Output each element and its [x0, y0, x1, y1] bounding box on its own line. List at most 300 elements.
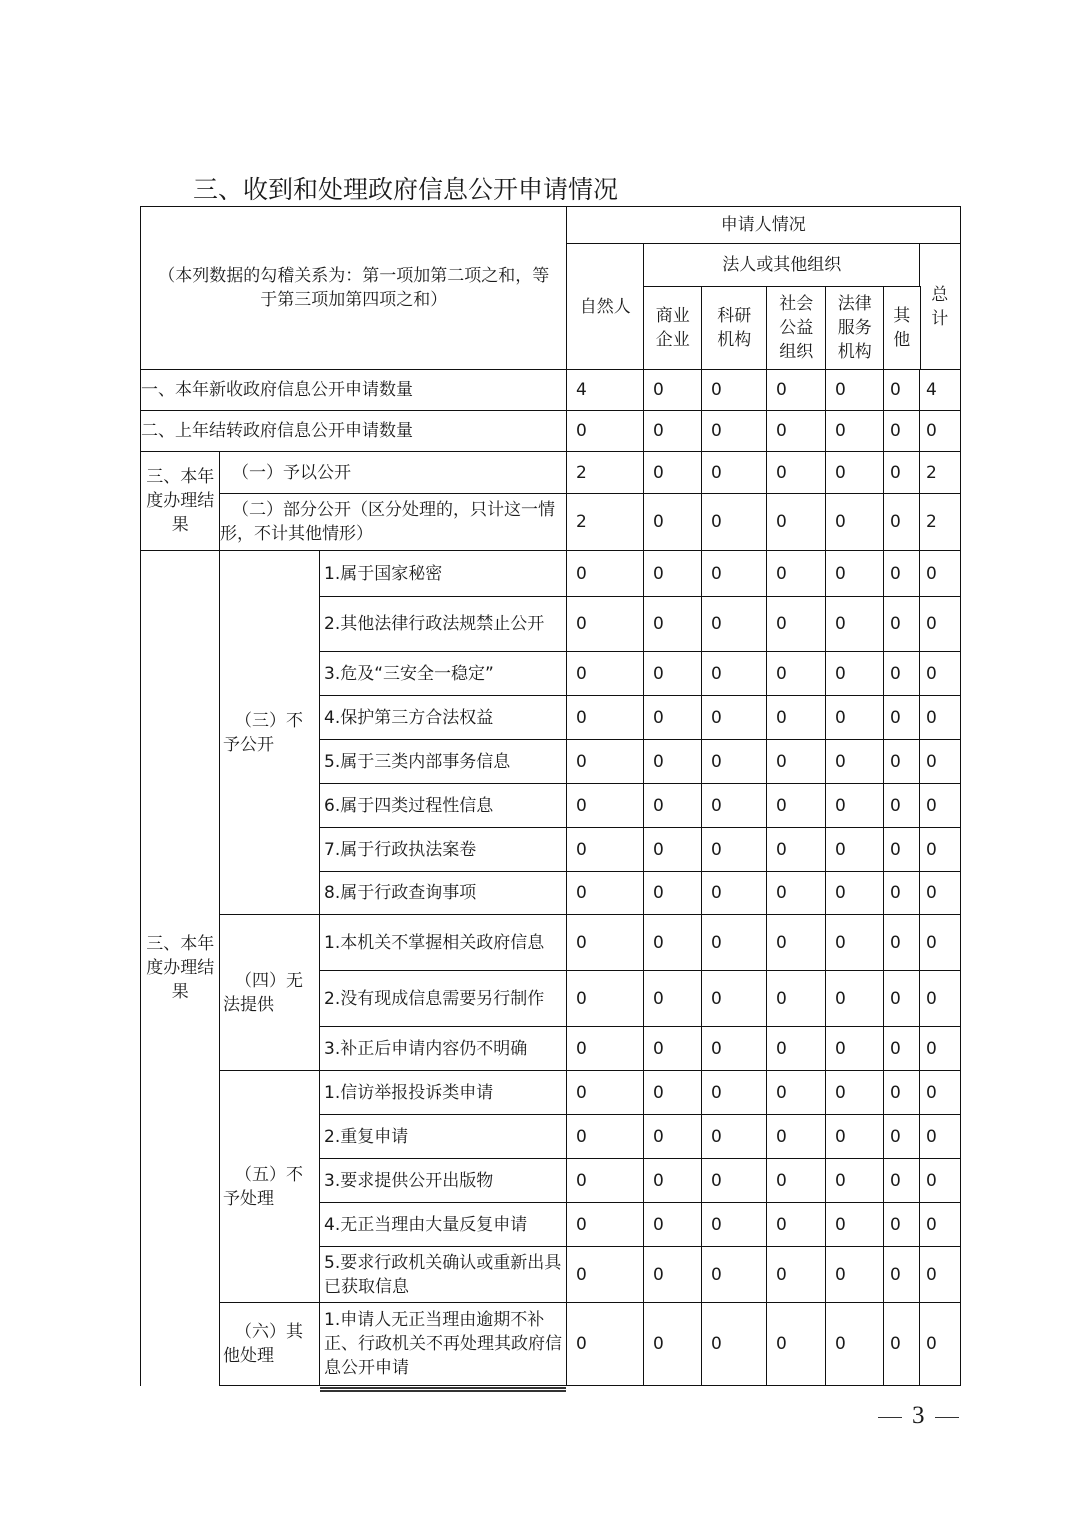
value-cell-text: 0: [835, 883, 846, 904]
value-cell: [566, 970, 645, 1028]
value-cell-text: 0: [576, 1170, 587, 1191]
value-cell: [701, 914, 768, 972]
value-cell: [566, 410, 645, 453]
value-cell-text: 0: [711, 1264, 722, 1285]
item-label: [319, 1114, 568, 1160]
value-cell: [566, 871, 645, 916]
value-cell-text: 0: [835, 707, 846, 728]
value-cell: [643, 451, 703, 495]
row-label-text: 二、上年结转政府信息公开申请数量: [141, 421, 413, 442]
value-cell: [883, 871, 921, 916]
value-cell-text: 0: [835, 512, 846, 533]
value-cell: [701, 871, 768, 916]
value-cell-text: 0: [776, 1038, 787, 1059]
value-cell: [825, 1246, 885, 1304]
value-cell-text: 0: [711, 1214, 722, 1235]
value-cell: [825, 1026, 885, 1072]
value-cell: [766, 1246, 827, 1304]
item-label: [319, 1070, 568, 1116]
header-sub-column-text: 商业企业: [655, 306, 690, 351]
header-legal-or-other: [643, 243, 921, 288]
value-cell: [883, 1302, 921, 1386]
value-cell-text: 0: [776, 1264, 787, 1285]
value-cell-text: 2: [926, 512, 937, 533]
value-cell-text: 0: [576, 614, 587, 635]
value-cell: [643, 596, 703, 653]
item-label: [319, 651, 568, 697]
value-cell: [919, 1246, 961, 1304]
value-cell: [566, 827, 645, 873]
value-cell-text: 0: [576, 988, 587, 1009]
header-sub-column: [766, 286, 827, 371]
value-cell: [919, 596, 961, 653]
value-cell: [919, 914, 961, 972]
value-cell-text: 0: [890, 1214, 901, 1235]
value-cell-text: 0: [890, 932, 901, 953]
value-cell-text: 0: [776, 839, 787, 860]
value-cell: [825, 651, 885, 697]
value-cell: [701, 451, 768, 495]
value-cell: [701, 1026, 768, 1072]
value-cell: [883, 1026, 921, 1072]
value-cell-text: 0: [926, 883, 937, 904]
value-cell-text: 0: [776, 421, 787, 442]
value-cell-text: 0: [926, 1082, 937, 1103]
value-cell: [643, 871, 703, 916]
value-cell: [701, 739, 768, 785]
value-cell: [825, 1158, 885, 1204]
value-cell-text: 0: [576, 883, 587, 904]
value-cell: [883, 914, 921, 972]
value-cell: [766, 550, 827, 598]
group-label-text: （五）不予处理: [223, 1164, 303, 1209]
header-total-text: 总计: [931, 284, 949, 329]
value-cell-text: 0: [835, 795, 846, 816]
value-cell-text: 0: [653, 1126, 664, 1147]
item-label: [319, 970, 568, 1028]
header-applicant: [566, 206, 961, 245]
item-label: [319, 914, 568, 972]
value-cell-text: 0: [926, 988, 937, 1009]
value-cell: [825, 827, 885, 873]
value-cell-text: 0: [711, 839, 722, 860]
value-cell-text: 0: [653, 614, 664, 635]
value-cell-text: 0: [653, 1214, 664, 1235]
value-cell: [701, 827, 768, 873]
value-cell-text: 0: [711, 1170, 722, 1191]
value-cell: [701, 970, 768, 1028]
group-label-text: （六）其他处理: [223, 1321, 303, 1366]
item-label-text: 2.重复申请: [324, 1126, 409, 1147]
header-applicant-text: 申请人情况: [720, 215, 806, 236]
item-label: [319, 695, 568, 741]
value-cell-text: 0: [835, 380, 846, 401]
value-cell: [566, 493, 645, 552]
value-cell: [825, 914, 885, 972]
item-label-text: 4.无正当理由大量反复申请: [324, 1214, 528, 1235]
value-cell-text: 0: [835, 1126, 846, 1147]
value-cell: [919, 1114, 961, 1160]
value-cell-text: 0: [653, 512, 664, 533]
value-cell: [883, 1114, 921, 1160]
value-cell-text: 0: [776, 795, 787, 816]
header-sub-column: [701, 286, 768, 371]
item-label: [319, 1026, 568, 1072]
value-cell-text: 0: [776, 380, 787, 401]
value-cell-text: 0: [926, 1214, 937, 1235]
value-cell-text: 0: [711, 1038, 722, 1059]
row-label: [140, 369, 568, 412]
value-cell-text: 0: [890, 707, 901, 728]
value-cell: [643, 914, 703, 972]
value-cell: [883, 739, 921, 785]
value-cell-text: 0: [835, 421, 846, 442]
value-cell-text: 0: [711, 380, 722, 401]
item-label-text: 3.危及“三安全一稳定”: [324, 663, 494, 684]
value-cell: [919, 739, 961, 785]
value-cell: [883, 970, 921, 1028]
value-cell-text: 0: [711, 1082, 722, 1103]
value-cell-text: 0: [835, 1264, 846, 1285]
item-label-text: 5.属于三类内部事务信息: [324, 751, 511, 772]
value-cell: [701, 596, 768, 653]
value-cell: [701, 1070, 768, 1116]
value-cell-text: 0: [711, 707, 722, 728]
value-cell: [701, 651, 768, 697]
value-cell: [766, 970, 827, 1028]
section-label: [140, 550, 221, 1386]
value-cell: [643, 1070, 703, 1116]
value-cell: [919, 1302, 961, 1386]
value-cell-text: 0: [890, 839, 901, 860]
value-cell: [825, 871, 885, 916]
value-cell: [919, 783, 961, 829]
value-cell: [701, 1202, 768, 1248]
value-cell-text: 0: [653, 1264, 664, 1285]
header-legal-or-other-text: 法人或其他组织: [722, 255, 842, 276]
value-cell: [766, 827, 827, 873]
value-cell-text: 0: [776, 1333, 787, 1354]
value-cell-text: 0: [890, 883, 901, 904]
value-cell-text: 0: [576, 421, 587, 442]
value-cell: [643, 970, 703, 1028]
value-cell-text: 0: [576, 795, 587, 816]
section-label-text: 三、本年度办理结果: [146, 467, 215, 536]
value-cell: [566, 739, 645, 785]
value-cell: [766, 493, 827, 552]
value-cell-text: 0: [835, 1038, 846, 1059]
value-cell-text: 0: [576, 663, 587, 684]
value-cell-text: 0: [926, 795, 937, 816]
value-cell-text: 0: [890, 1038, 901, 1059]
value-cell: [825, 451, 885, 495]
value-cell-text: 0: [711, 988, 722, 1009]
group-label: [219, 1302, 321, 1386]
value-cell-text: 0: [890, 988, 901, 1009]
value-cell: [883, 1202, 921, 1248]
value-cell: [643, 493, 703, 552]
item-label-text: 8.属于行政查询事项: [324, 883, 477, 904]
value-cell: [919, 1202, 961, 1248]
value-cell: [701, 1246, 768, 1304]
item-label: [319, 596, 568, 653]
page-number-value: 3: [912, 1402, 925, 1429]
item-label: [319, 739, 568, 785]
value-cell: [883, 1158, 921, 1204]
value-cell: [919, 493, 961, 552]
value-cell-text: 0: [890, 1126, 901, 1147]
value-cell-text: 0: [835, 1333, 846, 1354]
value-cell-text: 0: [653, 1038, 664, 1059]
value-cell: [766, 410, 827, 453]
value-cell-text: 0: [835, 932, 846, 953]
value-cell: [566, 1302, 645, 1386]
header-sub-column-text: 法律服务机构: [837, 294, 872, 363]
value-cell: [643, 651, 703, 697]
value-cell: [701, 493, 768, 552]
value-cell-text: 0: [926, 563, 937, 584]
value-cell: [701, 1114, 768, 1160]
value-cell-text: 0: [926, 707, 937, 728]
value-cell: [919, 369, 961, 412]
value-cell-text: 0: [835, 462, 846, 483]
item-label-text: 5.要求行政机关确认或重新出具已获取信息: [324, 1252, 562, 1297]
item-label: [319, 1302, 568, 1386]
value-cell-text: 0: [576, 707, 587, 728]
value-cell: [766, 739, 827, 785]
value-cell-text: 0: [576, 1038, 587, 1059]
value-cell-text: 0: [890, 462, 901, 483]
value-cell-text: 0: [835, 614, 846, 635]
value-cell: [643, 1158, 703, 1204]
value-cell-text: 0: [776, 1082, 787, 1103]
value-cell-text: 0: [890, 563, 901, 584]
item-label: [319, 871, 568, 916]
value-cell-text: 0: [711, 883, 722, 904]
row-label-text: （二）部分公开（区分处理的，只计这一情形，不计其他情形）: [220, 500, 555, 545]
row-label: [219, 493, 568, 552]
value-cell-text: 0: [890, 512, 901, 533]
item-label-text: 2.没有现成信息需要另行制作: [324, 988, 545, 1009]
value-cell-text: 0: [926, 1038, 937, 1059]
group-label: [219, 914, 321, 1072]
value-cell-text: 0: [835, 1170, 846, 1191]
value-cell-text: 0: [711, 563, 722, 584]
value-cell: [766, 871, 827, 916]
row-label: [219, 451, 568, 495]
value-cell: [766, 651, 827, 697]
value-cell-text: 0: [890, 614, 901, 635]
value-cell-text: 0: [776, 663, 787, 684]
value-cell: [766, 1070, 827, 1116]
value-cell-text: 0: [653, 1170, 664, 1191]
value-cell: [643, 369, 703, 412]
value-cell-text: 0: [776, 707, 787, 728]
value-cell: [643, 1026, 703, 1072]
value-cell: [919, 410, 961, 453]
value-cell: [919, 827, 961, 873]
value-cell-text: 2: [576, 462, 587, 483]
header-sub-column-text: 其他: [893, 306, 911, 351]
value-cell: [883, 550, 921, 598]
value-cell: [825, 550, 885, 598]
value-cell-text: 0: [576, 932, 587, 953]
item-label: [319, 550, 568, 598]
value-cell: [919, 1070, 961, 1116]
value-cell: [643, 695, 703, 741]
value-cell-text: 0: [890, 1333, 901, 1354]
value-cell-text: 0: [711, 512, 722, 533]
value-cell: [883, 1070, 921, 1116]
item-label-text: 1.信访举报投诉类申请: [324, 1082, 494, 1103]
value-cell: [643, 1302, 703, 1386]
value-cell-text: 2: [926, 462, 937, 483]
value-cell-text: 0: [711, 614, 722, 635]
value-cell: [825, 1302, 885, 1386]
value-cell-text: 0: [576, 751, 587, 772]
value-cell: [919, 1026, 961, 1072]
value-cell: [766, 1026, 827, 1072]
value-cell-text: 0: [890, 1264, 901, 1285]
value-cell: [919, 871, 961, 916]
value-cell-text: 0: [653, 663, 664, 684]
value-cell-text: 0: [776, 932, 787, 953]
value-cell-text: 0: [653, 563, 664, 584]
item-label: [319, 1158, 568, 1204]
value-cell: [566, 783, 645, 829]
value-cell: [883, 493, 921, 552]
value-cell-text: 0: [711, 932, 722, 953]
value-cell: [919, 550, 961, 598]
item-label: [319, 1246, 568, 1304]
value-cell-text: 0: [835, 751, 846, 772]
value-cell-text: 0: [653, 988, 664, 1009]
item-label-text: 1.申请人无正当理由逾期不补正、行政机关不再处理其政府信息公开申请: [324, 1309, 562, 1378]
value-cell: [825, 970, 885, 1028]
value-cell: [566, 1158, 645, 1204]
value-cell: [643, 783, 703, 829]
value-cell: [919, 651, 961, 697]
value-cell: [883, 369, 921, 412]
value-cell: [566, 1202, 645, 1248]
header-sub-column: [643, 286, 703, 371]
value-cell-text: 0: [776, 512, 787, 533]
value-cell-text: 0: [711, 663, 722, 684]
value-cell: [701, 410, 768, 453]
value-cell-text: 0: [890, 1082, 901, 1103]
value-cell: [566, 369, 645, 412]
header-sub-column: [825, 286, 885, 371]
item-label-text: 1.属于国家秘密: [324, 563, 443, 584]
value-cell: [825, 739, 885, 785]
value-cell-text: 0: [835, 563, 846, 584]
value-cell-text: 0: [776, 988, 787, 1009]
value-cell-text: 2: [576, 512, 587, 533]
value-cell: [766, 695, 827, 741]
value-cell-text: 4: [926, 380, 937, 401]
item-label-text: 2.其他法律行政法规禁止公开: [324, 614, 545, 635]
item-label: [319, 827, 568, 873]
value-cell-text: 0: [890, 1170, 901, 1191]
header-sub-column: [883, 286, 921, 371]
value-cell-text: 0: [776, 462, 787, 483]
value-cell: [919, 1158, 961, 1204]
value-cell-text: 0: [835, 663, 846, 684]
item-label-text: 4.保护第三方合法权益: [324, 707, 494, 728]
value-cell: [825, 369, 885, 412]
value-cell-text: 0: [576, 839, 587, 860]
value-cell-text: 0: [926, 1333, 937, 1354]
value-cell-text: 0: [926, 1264, 937, 1285]
value-cell-text: 0: [653, 462, 664, 483]
value-cell: [825, 783, 885, 829]
value-cell-text: 0: [776, 1126, 787, 1147]
value-cell: [883, 596, 921, 653]
section-title: 三、收到和处理政府信息公开申请情况: [193, 175, 619, 204]
value-cell-text: 0: [653, 883, 664, 904]
row-label-text: 一、本年新收政府信息公开申请数量: [141, 380, 413, 401]
row-label-text: （一）予以公开: [232, 462, 351, 483]
value-cell: [766, 369, 827, 412]
header-note-text: （本列数据的勾稽关系为：第一项加第二项之和，等于第三项加第四项之和）: [158, 266, 550, 311]
item-label-text: 1.本机关不掌握相关政府信息: [324, 932, 545, 953]
value-cell-text: 0: [926, 614, 937, 635]
value-cell: [825, 695, 885, 741]
value-cell-text: 0: [653, 421, 664, 442]
value-cell: [701, 369, 768, 412]
value-cell-text: 0: [890, 663, 901, 684]
value-cell: [701, 783, 768, 829]
value-cell-text: 0: [711, 751, 722, 772]
value-cell: [566, 550, 645, 598]
group-label-text: （四）无法提供: [223, 970, 303, 1015]
value-cell: [566, 1026, 645, 1072]
value-cell-text: 0: [926, 751, 937, 772]
value-cell: [643, 827, 703, 873]
value-cell: [883, 695, 921, 741]
value-cell: [566, 1246, 645, 1304]
value-cell: [883, 410, 921, 453]
value-cell-text: 0: [576, 1126, 587, 1147]
value-cell-text: 0: [926, 839, 937, 860]
value-cell: [766, 1114, 827, 1160]
page-number: [868, 1402, 969, 1430]
value-cell: [643, 410, 703, 453]
value-cell: [566, 451, 645, 495]
header-total: [919, 243, 961, 371]
value-cell: [643, 1114, 703, 1160]
value-cell-text: 0: [653, 1333, 664, 1354]
value-cell: [566, 596, 645, 653]
value-cell-text: 0: [776, 1214, 787, 1235]
value-cell: [825, 1114, 885, 1160]
value-cell: [566, 1114, 645, 1160]
item-label-text: 6.属于四类过程性信息: [324, 795, 494, 816]
value-cell: [566, 1070, 645, 1116]
group-label: [219, 550, 321, 916]
value-cell: [883, 451, 921, 495]
value-cell-text: 0: [926, 1126, 937, 1147]
value-cell: [919, 970, 961, 1028]
value-cell-text: 0: [653, 707, 664, 728]
value-cell-text: 0: [890, 751, 901, 772]
value-cell-text: 0: [653, 751, 664, 772]
value-cell: [701, 550, 768, 598]
value-cell: [825, 493, 885, 552]
value-cell: [825, 1202, 885, 1248]
group-label-text: （三）不予公开: [223, 710, 303, 755]
item-label: [319, 1202, 568, 1248]
